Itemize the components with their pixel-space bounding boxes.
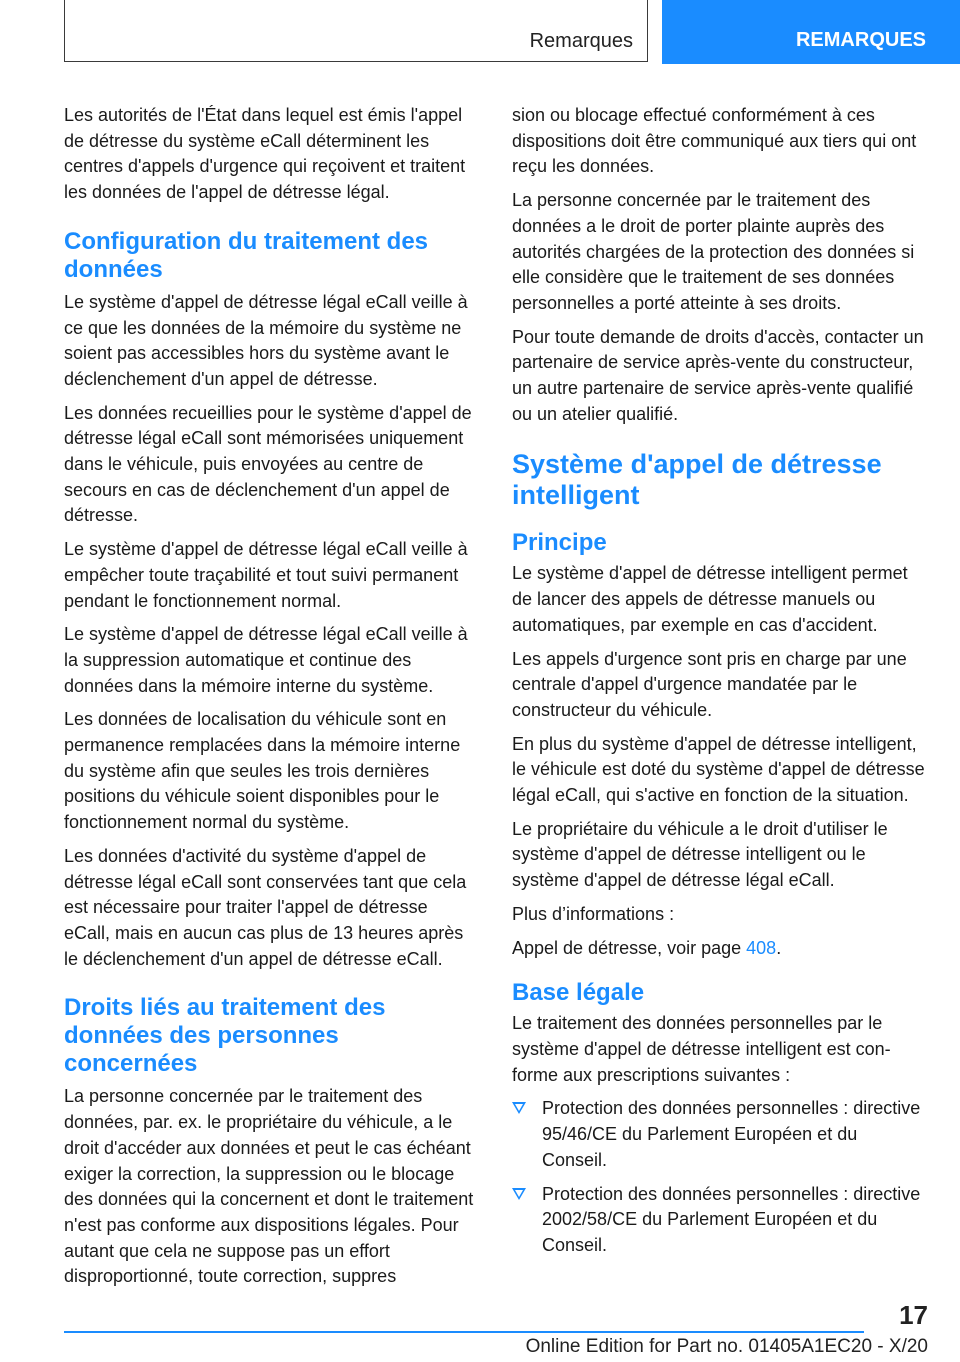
paragraph: Le propriétaire du véhicule a le droit d'utiliser le système d'appel de détresse intelligent ou le système d'appel de détresse légal eCall. [512, 818, 888, 891]
header-chapter-tab[interactable]: REMARQUES [662, 0, 960, 64]
list-item-text: Protection des données personnelles : directive 95/46/CE du Parlement Européen et du Conseil. [542, 1098, 921, 1170]
subsection-heading: Principe [512, 529, 607, 557]
list-item [512, 1096, 926, 1173]
footer-divider [64, 1331, 864, 1333]
footer-edition: Online Edition for Part no. 01405A1EC20 - X/20 [525, 1336, 928, 1357]
chapter-heading: Système d'appel de détresse intelligent [512, 449, 882, 511]
header-section-box [64, 0, 648, 62]
section-heading: Configuration du traitement des données [64, 227, 429, 283]
right-column [512, 103, 926, 1267]
paragraph: Les données recueillies pour le système d'appel de détresse légal eCall sont mémorisées uniquement dans le véhicule, puis envoyées au centre de secours en cas de déclenchement d'un appel de détresse. [64, 402, 472, 526]
cross-reference [512, 936, 926, 962]
paragraph: La personne concernée par le traitement des données, par. ex. le propriétaire du véhicule, a le droit d'accéder aux données et peut le cas échéant exiger la correction, la suppression ou le blocage des données qui la concernent et dont le traitement n'est pas conforme aux dispositions légales. Pour autant que cela ne suppose pas un effort disproportionné, toute correction, suppres [64, 1086, 474, 1287]
paragraph: Les appels d'urgence sont pris en charge par une centrale d'appel d'urgence mandatée par le constructeur du véhicule. [512, 648, 907, 720]
paragraph: Plus d’informations : [512, 903, 675, 924]
page-number: 17 [899, 1300, 928, 1330]
triangle-bullet-icon [512, 1188, 526, 1200]
paragraph: Pour toute demande de droits d'accès, contacter un partenaire de service après-vente du constructeur, un autre partenaire de service après-vente qualifié ou un atelier qualifié. [512, 326, 924, 424]
paragraph: En plus du système d'appel de détresse intelligent, le véhicule est doté du système d'appel de détresse légal eCall, qui s'active en fonction de la situation. [512, 733, 925, 806]
paragraph: Le système d'appel de détresse légal eCall veille à la suppression automatique et continue des données dans la mémoire interne du système. [64, 624, 468, 696]
cross-reference-end: . [776, 937, 782, 958]
subsection-heading: Base légale [512, 979, 645, 1007]
section-heading: Droits liés au traitement des données des personnes concernées [64, 994, 386, 1078]
list-item [512, 1182, 926, 1259]
left-column [64, 103, 478, 1298]
paragraph: Les autorités de l'État dans lequel est émis l'appel de détresse du système eCall déterminent les centres d'appels d'urgence qui reçoivent et traitent les données de l'appel de détresse légal. [64, 105, 466, 203]
cross-reference-text: Appel de détresse, voir page [512, 937, 747, 958]
paragraph: Le système d'appel de détresse légal eCall veille à ce que les données de la mémoire du système ne soient pas accessibles hors du système avant le déclenchement d'un appel de détresse. [64, 291, 468, 389]
triangle-bullet-icon [512, 1102, 526, 1114]
paragraph: La personne concernée par le traitement des données a le droit de porter plainte auprès des autorités chargées de la protection des données si elle considère que le traitement de ses données personnelles a porté atteinte à ses droits. [512, 190, 915, 313]
list-item-text: Protection des données personnelles : directive 2002/58/CE du Parlement Européen et du Conseil. [542, 1183, 921, 1255]
paragraph: Le système d'appel de détresse légal eCall veille à empêcher toute traçabilité et tout suivi permanent pendant le fonctionnement normal. [64, 539, 468, 611]
page-link[interactable]: 408 [746, 937, 777, 958]
paragraph: Le traitement des données personnelles par le système d'appel de détresse intelligent est conforme aux prescriptions suivantes : [512, 1013, 891, 1085]
paragraph: Les données de localisation du véhicule sont en permanence remplacées dans la mémoire interne du système afin que seules les trois dernières positions du véhicule soient disponibles pour le fonctionnement normal du système. [64, 709, 461, 833]
paragraph: sion ou blocage effectué conformément à ces dispositions doit être communiqué aux tiers qui ont reçu les données. [512, 105, 917, 177]
header-section-title: Remarques [529, 30, 633, 52]
paragraph: Les données d'activité du système d'appel de détresse légal eCall sont conservées tant que cela est nécessaire pour traiter l'appel de détresse eCall, mais en aucun cas plus de 13 heures après le déclenchement d'un appel de détresse eCall. [64, 845, 467, 969]
paragraph: Le système d'appel de détresse intelligent permet de lancer des appels de détresse manuels ou automatiques, par exemple en cas d'accident. [512, 563, 908, 635]
